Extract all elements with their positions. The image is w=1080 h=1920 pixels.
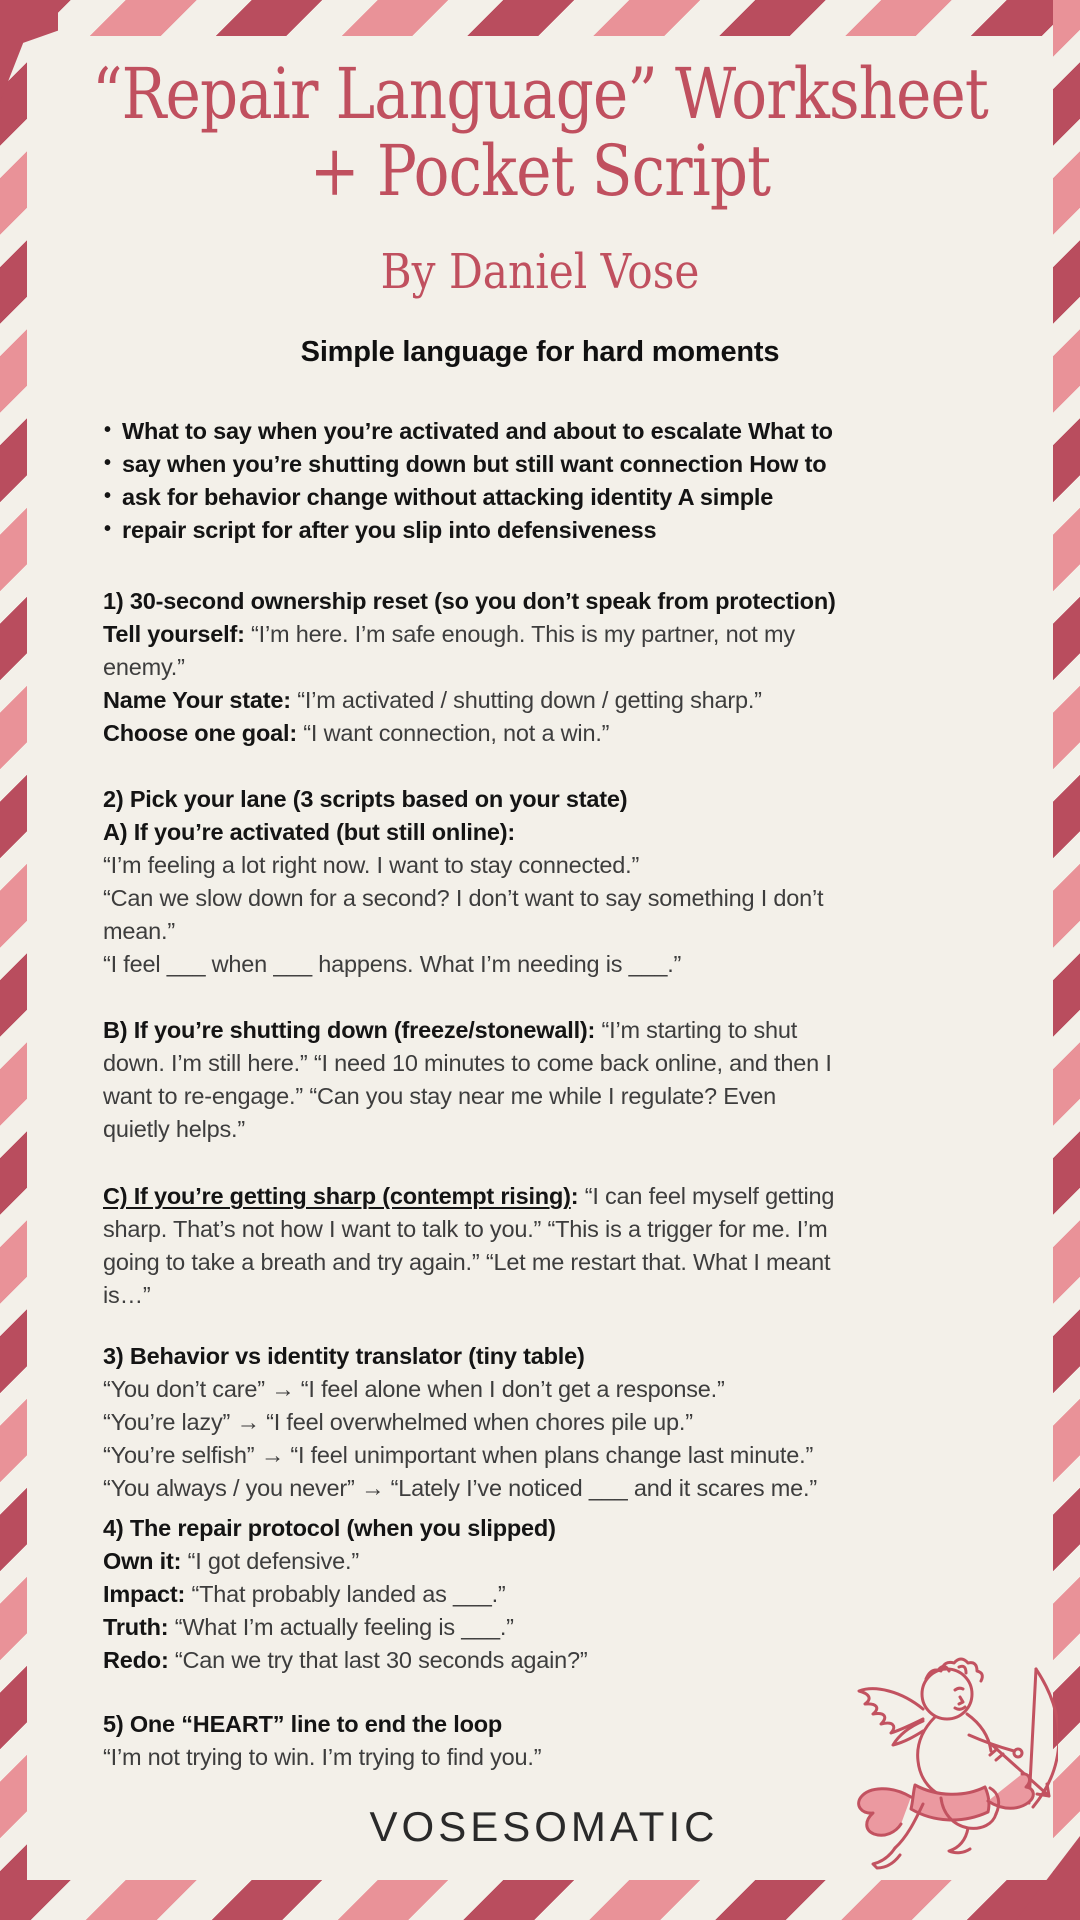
text-line: C) If you’re getting sharp (contempt rising): “I can feel myself getting [103, 1183, 835, 1209]
section-heading: 4) The repair protocol (when you slipped) [103, 1515, 556, 1541]
page-title-line1: “Repair Language” Worksheet [92, 53, 988, 135]
bullet-text: say when you’re shutting down but still want connection How to [122, 451, 827, 477]
bullet-icon: • [104, 485, 111, 507]
cupid-illustration [843, 1649, 1058, 1884]
section-translator-table [103, 1340, 985, 1505]
bullet-item [103, 415, 985, 448]
text-line: Impact: “That probably landed as ___.” [103, 1581, 506, 1607]
text-line: “I’m not trying to win. I’m trying to find you.” [103, 1744, 542, 1770]
subtitle: Simple language for hard moments [300, 336, 780, 368]
text-line: want to re-engage.” “Can you stay near me while I regulate? Even [103, 1083, 776, 1109]
text-line: “Can we slow down for a second? I don’t want to say something I don’t [103, 885, 824, 911]
bold-label: Impact: [103, 1581, 186, 1607]
bullet-icon: • [104, 452, 111, 474]
bullet-text: repair script for after you slip into defensiveness [122, 517, 657, 543]
text-line: Choose one goal: “I want connection, not a win.” [103, 720, 610, 746]
text-line: enemy.” [103, 654, 185, 680]
text-line: mean.” [103, 918, 175, 944]
text-line: sharp. That’s not how I want to talk to you.” “This is a trigger for me. I’m [103, 1216, 828, 1242]
right-border-stripes [1053, 0, 1080, 1920]
bold-label: Tell yourself: [103, 621, 245, 647]
text-line: Truth: “What I’m actually feeling is ___.” [103, 1614, 514, 1640]
translator-row: “You don’t care” → “I feel alone when I don’t get a response.” [103, 1376, 725, 1402]
bold-label: Choose one goal: [103, 720, 297, 746]
section-heading: 1) 30-second ownership reset (so you don’t speak from protection) [103, 588, 836, 614]
section-getting-sharp [103, 1180, 985, 1312]
bold-label: Own it: [103, 1548, 182, 1574]
text-line: is…” [103, 1282, 151, 1308]
worksheet-body [103, 415, 985, 1850]
section-heading: 5) One “HEART” line to end the loop [103, 1711, 503, 1737]
bottom-border-stripes [0, 1880, 1080, 1920]
section-heading: 3) Behavior vs identity translator (tiny table) [103, 1343, 585, 1369]
text-line: Redo: “Can we try that last 30 seconds again?” [103, 1647, 588, 1673]
bullet-icon: • [104, 419, 111, 441]
text-line: “I’m feeling a lot right now. I want to stay connected.” [103, 852, 640, 878]
section-pick-your-lane [103, 783, 985, 981]
text-line: down. I’m still here.” “I need 10 minutes to come back online, and then I [103, 1050, 832, 1076]
translator-row: “You’re selfish” → “I feel unimportant when plans change last minute.” [103, 1442, 814, 1468]
bullet-item [103, 448, 985, 481]
text-line: “I feel ___ when ___ happens. What I’m needing is ___.” [103, 951, 682, 977]
left-border-stripes [0, 0, 27, 1920]
bold-label: Name Your state: [103, 687, 291, 713]
text-line: B) If you’re shutting down (freeze/stonewall): “I’m starting to shut [103, 1017, 798, 1043]
section-subheading: A) If you’re activated (but still online): [103, 819, 516, 845]
text-line: going to take a breath and try again.” “Let me restart that. What I meant [103, 1249, 831, 1275]
text-line: Name Your state: “I’m activated / shutting down / getting sharp.” [103, 687, 762, 713]
bold-label: Truth: [103, 1614, 169, 1640]
section-shutting-down [103, 1014, 985, 1146]
page-title-line2: + Pocket Script [309, 130, 771, 212]
text-line: Tell yourself: “I’m here. I’m safe enough. This is my partner, not my [103, 621, 795, 647]
bullet-item [103, 514, 985, 547]
brand-wordmark: VOSESOMATIC [369, 1803, 719, 1850]
top-border-stripes [0, 0, 1080, 36]
translator-row: “You always / you never” → “Lately I’ve noticed ___ and it scares me.” [103, 1475, 817, 1501]
bold-label: B) If you’re shutting down (freeze/stonewall): [103, 1017, 596, 1043]
translator-row: “You’re lazy” → “I feel overwhelmed when chores pile up.” [103, 1409, 693, 1435]
section-heading: 2) Pick your lane (3 scripts based on your state) [103, 786, 628, 812]
section-ownership-reset [103, 585, 985, 750]
bullet-item [103, 481, 985, 514]
bold-label: Redo: [103, 1647, 169, 1673]
bullet-icon: • [104, 518, 111, 540]
byline: By Daniel Vose [380, 244, 700, 300]
page-title [0, 53, 1080, 212]
bold-underlined-label: C) If you’re getting sharp (contempt rising) [103, 1183, 571, 1209]
bullet-text: What to say when you’re activated and about to escalate What to [122, 418, 833, 444]
text-line: Own it: “I got defensive.” [103, 1548, 359, 1574]
bullet-text: ask for behavior change without attacking identity A simple [122, 484, 774, 510]
text-line: quietly helps.” [103, 1116, 245, 1142]
intro-bullet-list [103, 415, 985, 547]
